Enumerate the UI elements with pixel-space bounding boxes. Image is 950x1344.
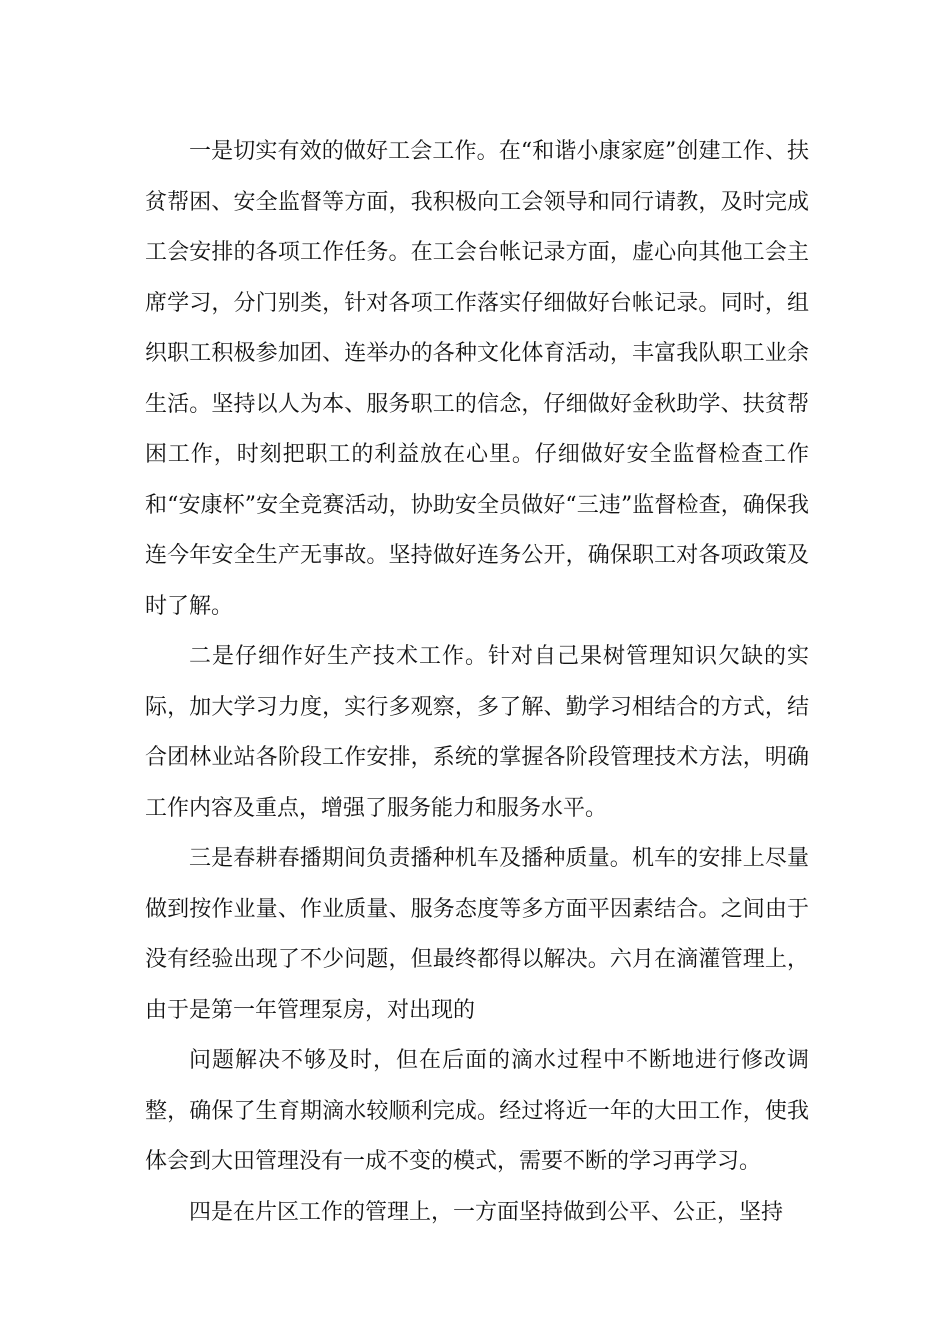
paragraph-area-management: 四是在片区工作的管理上，一方面坚持做到公平、公正，坚持 (189, 1199, 784, 1225)
paragraph-production-tech: 二是仔细作好生产技术工作。针对自己果树管理知识欠缺的实际，加大学习力度，实行多观察，多了解、勤学习相结合的方式，结合团林业站各阶段工作安排，系统的掌握各阶段管理技术方法，明确工作内容及重点，增强了服务能力和服务水平。 (145, 644, 809, 821)
paragraph-irrigation-issues: 问题解决不够及时，但在后面的滴水过程中不断地进行修改调整，确保了生育期滴水较顺利完成。经过将近一年的大田工作，使我体会到大田管理没有一成不变的模式，需要不断的学习再学习。 (145, 1048, 809, 1174)
document-body (145, 127, 809, 1238)
paragraph-spring-sowing: 三是春耕春播期间负责播种机车及播种质量。机车的安排上尽量做到按作业量、作业质量、服务态度等多方面平因素结合。之间由于没有经验出现了不少问题，但最终都得以解决。六月在滴灌管理上，由于是第一年管理泵房，对出现的 (145, 846, 809, 1023)
paragraph-union-work: 一是切实有效的做好工会工作。在“和谐小康家庭”创建工作、扶贫帮困、安全监督等方面，我积极向工会领导和同行请教，及时完成工会安排的各项工作任务。在工会台帐记录方面，虚心向其他工会主席学习，分门别类，针对各项工作落实仔细做好台帐记录。同时，组织职工积极参加团、连举办的各种文化体育活动，丰富我队职工业余生活。坚持以人为本、服务职工的信念，仔细做好金秋助学、扶贫帮困工作，时刻把职工的利益放在心里。仔细做好安全监督检查工作和“安康杯”安全竞赛活动，协助安全员做好“三违”监督检查，确保我连今年安全生产无事故。坚持做好连务公开，确保职工对各项政策及时了解。 (145, 139, 809, 619)
